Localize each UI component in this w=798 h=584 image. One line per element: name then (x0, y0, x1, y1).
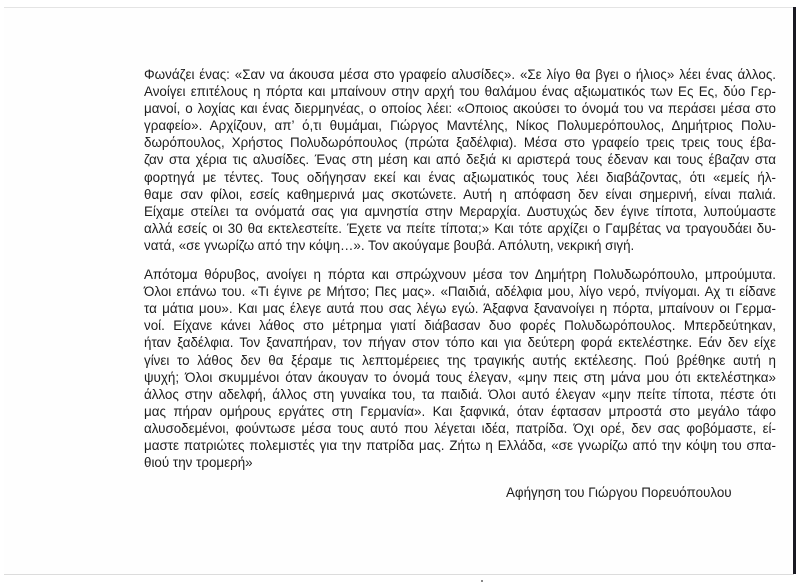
text-line: νατά, «σε γνωρίζω από την κόψη…». Τον ακούγαμε βουβά. Απόλυτη, νεκρική σιγή. (144, 237, 635, 253)
text-line: θαμε σαν φίλοι, εσείς καθημερινά μας σκοτώνετε. Αυτή η απόφαση δεν είναι σημερινή, είναι παλιά. (144, 186, 776, 202)
page-edge-shadow (793, 7, 796, 574)
text-line: μανοί, ο λοχίας και ένας διερμηνέας, ο οποίος λέει: «Οποιος ακούσει το όνομά του να περάσει μέσα στο (144, 101, 776, 117)
text-line: μαστε πατριώτες πολεμιστές για την πατρίδα μας. Ζήτω η Ελλάδα, «σε γνωρίζω από την κόψη του σπα- (144, 437, 776, 453)
text-line: μας πήραν ομήρους εργάτες στη Γερμανία». Και ξαφνικά, όταν έφτασαν μπροστά στο μεγάλο τάφο (144, 403, 776, 419)
text-line: Ανοίγει επιτέλους η πόρτα και μπαίνουν στην αρχή του θαλάμου ένας αξιωματικός των Ες Ες, δύο Γερ- (144, 84, 776, 100)
text-line: ψυχή; Όλοι σκυμμένοι όταν άκουγαν το όνομά τους έλεγαν, «μην πεις στη μάνα μου ότι εκτελέστηκα» (144, 369, 776, 385)
text-line: Φωνάζει ένας: «Σαν να άκουσα μέσα στο γραφείο αλυσίδες». «Σε λίγο θα βγει ο ήλιος» λέει ένας άλλος. (144, 67, 776, 82)
paragraph-1 (144, 66, 776, 254)
text-line: Όλοι επάνω του. «Τι έγινε ρε Μήτσο; Πες μας». «Παιδιά, αδέλφια μου, λίγο νερό, πνίγομαι. Αχ τι είδανε (144, 284, 776, 300)
narrative-text (144, 66, 776, 471)
text-line: Απότομα θόρυβος, ανοίγει η πόρτα και σπρώχνουν μέσα τον Δημήτρη Πολυδωρόπουλο, μπρούμυτα. (144, 267, 776, 283)
scan-speck (481, 580, 483, 582)
text-line: τα μάτια μου». Και μας έλεγε αυτά που σας λέγω εγώ. Άξαφνα ξανανοίγει η πόρτα, μπαίνουν οι Γερμα- (144, 301, 776, 317)
text-line: αλυσοδεμένοι, φούντωσε μέσα τους αυτό που λέγεται ιδέα, πατρίδα. Όχι ορέ, δεν σας φοβόμαστε, εί- (144, 420, 776, 436)
text-line: γραφείο». Αρχίζουν, απ’ ό,τι θυμάμαι, Γιώργος Μαντέλης, Νίκος Πολυμερόπουλος, Δημήτριος Πολυ- (144, 118, 776, 134)
text-line: γίνει το λάθος δεν θα ξέραμε τις λεπτομέρειες της τραγικής αυτής εκτέλεσης. Πού βρέθηκε αυτή η (144, 352, 776, 368)
text-line: άλλος στην αδελφή, άλλος στη γυναίκα του, τα παιδιά. Όλοι αυτό έλεγαν «μην πείτε τίποτα, πέστε ότι (144, 386, 776, 402)
text-line: αλλά εσείς οι 30 θα εκτελεστείτε. Έχετε να πείτε τίποτα;» Και τότε αρχίζει ο Γαμβέτας να τραγουδάει δυ- (144, 220, 776, 236)
text-line: ήταν ξαδέλφια. Τον ξαναπήραν, τον πήγαν στον τόπο και για δεύτερη φορά εκτελέστηκε. Εάν δεν είχε (144, 335, 776, 351)
text-line: δωρόπουλος, Χρήστος Πολυδωρόπουλος (πρώτα ξαδέλφια). Μέσα στο γραφείο τρεις τρεις τους έβα- (144, 135, 776, 151)
paragraph-2 (144, 266, 776, 471)
narrator-attribution: Αφήγηση του Γιώργου Πορευόπουλου (506, 485, 732, 500)
text-line: νοί. Είχανε κάνει λάθος στο μέτρημα γιατί διάβασαν δυο φορές Πολυδωρόπουλος. Μπερδεύτηκαν, (144, 318, 776, 334)
text-line: φορτηγά με τέντες. Τους οδήγησαν εκεί και ένας αξιωματικός τους λέει διαβάζοντας, ότι «εμείς ήλ- (144, 169, 776, 185)
text-line: ζαν στα χέρια τις αλυσίδες. Ένας στη μέση και από δεξιά κι αριστερά τους έδεναν και τους έβαζαν στα (144, 152, 776, 168)
text-line: Είχαμε στείλει τα ονόματά σας για αμνηστία στην Μεραρχία. Δυστυχώς δεν έγινε τίποτα, λυπούμαστε (144, 203, 776, 219)
text-line: θιού την τρομερή» (144, 455, 253, 471)
